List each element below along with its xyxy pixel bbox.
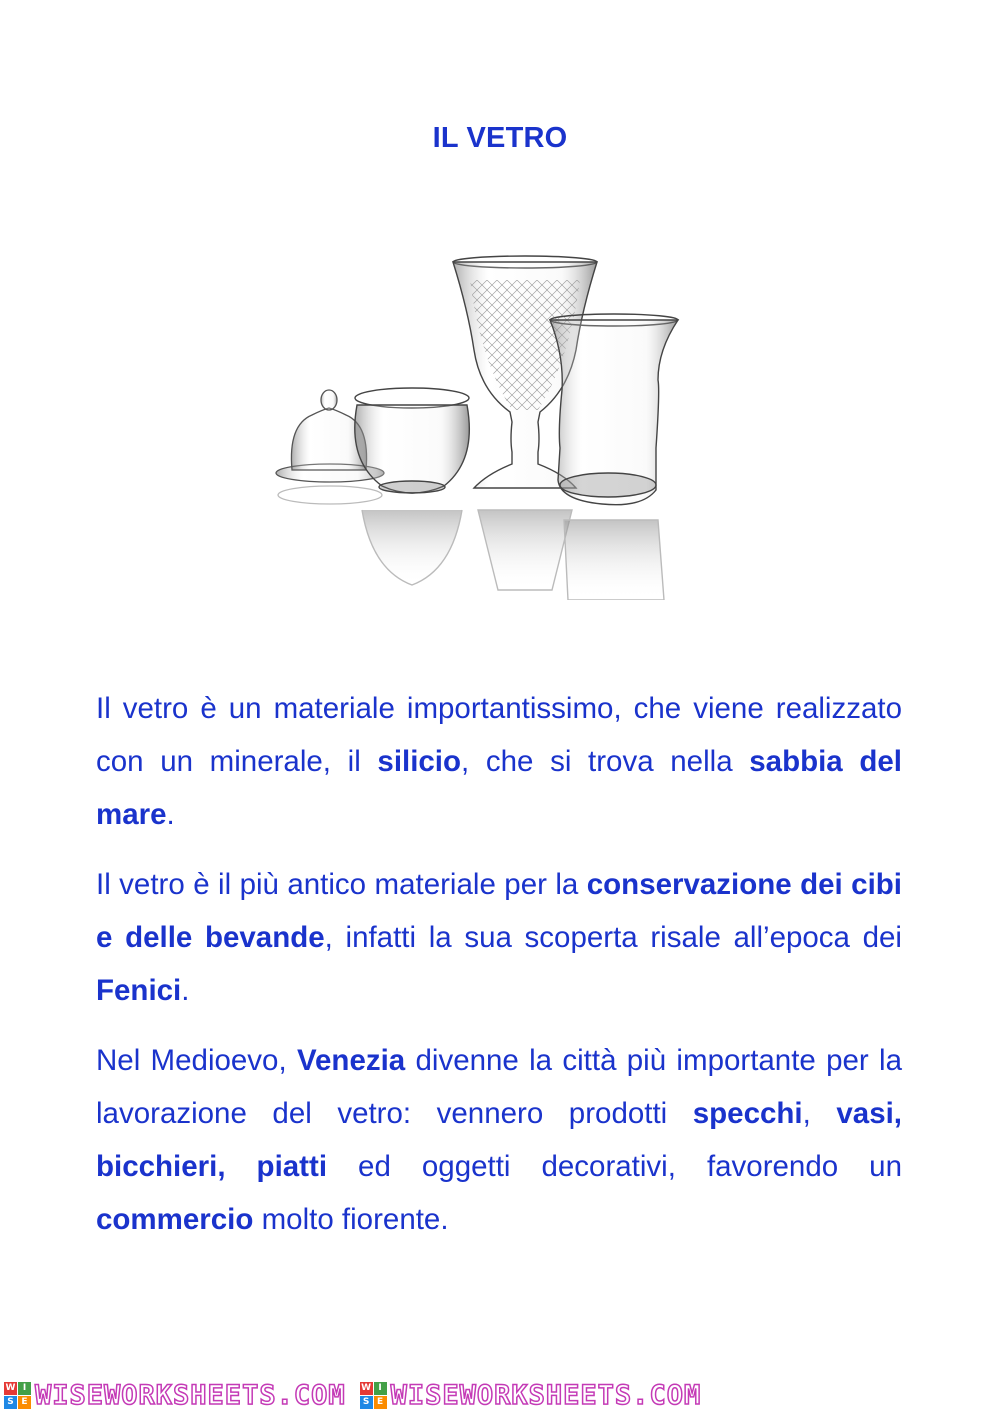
logo-letter: S (4, 1396, 17, 1409)
logo-letter: E (18, 1396, 31, 1409)
text-run: molto fiorente. (253, 1203, 449, 1236)
logo-letter: I (18, 1382, 31, 1395)
watermark-footer (0, 1377, 1000, 1413)
paragraph-1 (96, 682, 902, 841)
bold-text: silicio (377, 745, 462, 778)
bold-text: commercio (96, 1203, 254, 1236)
logo-letter: S (360, 1396, 373, 1409)
watermark-text: WISEWORKSHEETS.COM (390, 1379, 702, 1411)
body-text (96, 682, 902, 1263)
logo-letter: W (361, 1382, 372, 1393)
logo-letter: W (5, 1382, 16, 1393)
bold-text: Venezia (296, 1044, 406, 1077)
wiseworksheets-logo-icon (360, 1382, 387, 1409)
watermark-2 (360, 1380, 702, 1411)
text-run: . (166, 798, 175, 831)
watermark-text: WISEWORKSHEETS.COM (35, 1379, 346, 1411)
text-run: divenne la città più importante per la lavorazione del vetro: vennero prodotti (96, 1044, 902, 1130)
text-run: , che si trova nella (461, 745, 750, 778)
watermark-1 (4, 1380, 346, 1411)
paragraph-3 (96, 1034, 902, 1246)
paragraph-2 (96, 858, 902, 1017)
text-run: . (181, 974, 190, 1007)
text-run: , (802, 1097, 837, 1130)
text-run: ed oggetti decorativi, favorendo un (327, 1150, 902, 1183)
bold-text: conservazione dei cibi e delle bevande (96, 868, 902, 954)
bold-text: vasi, bicchieri, piatti (96, 1097, 902, 1183)
bold-text: Fenici (96, 974, 182, 1007)
page-title: IL VETRO (432, 122, 568, 154)
text-run: Nel Medioevo, (96, 1044, 297, 1077)
text-run: Il vetro è un materiale importantissimo, che viene realizzato con un minerale, il (96, 692, 902, 778)
logo-letter: I (374, 1382, 387, 1395)
bold-text: specchi (692, 1097, 803, 1130)
glassware-photo (212, 190, 732, 600)
text-run: , infatti la sua scoperta risale all’epoca dei (324, 921, 902, 954)
wiseworksheets-logo-icon (4, 1382, 31, 1409)
bold-text: sabbia del mare (96, 745, 902, 831)
logo-letter: E (374, 1396, 387, 1409)
text-run: Il vetro è il più antico materiale per la (96, 868, 587, 901)
